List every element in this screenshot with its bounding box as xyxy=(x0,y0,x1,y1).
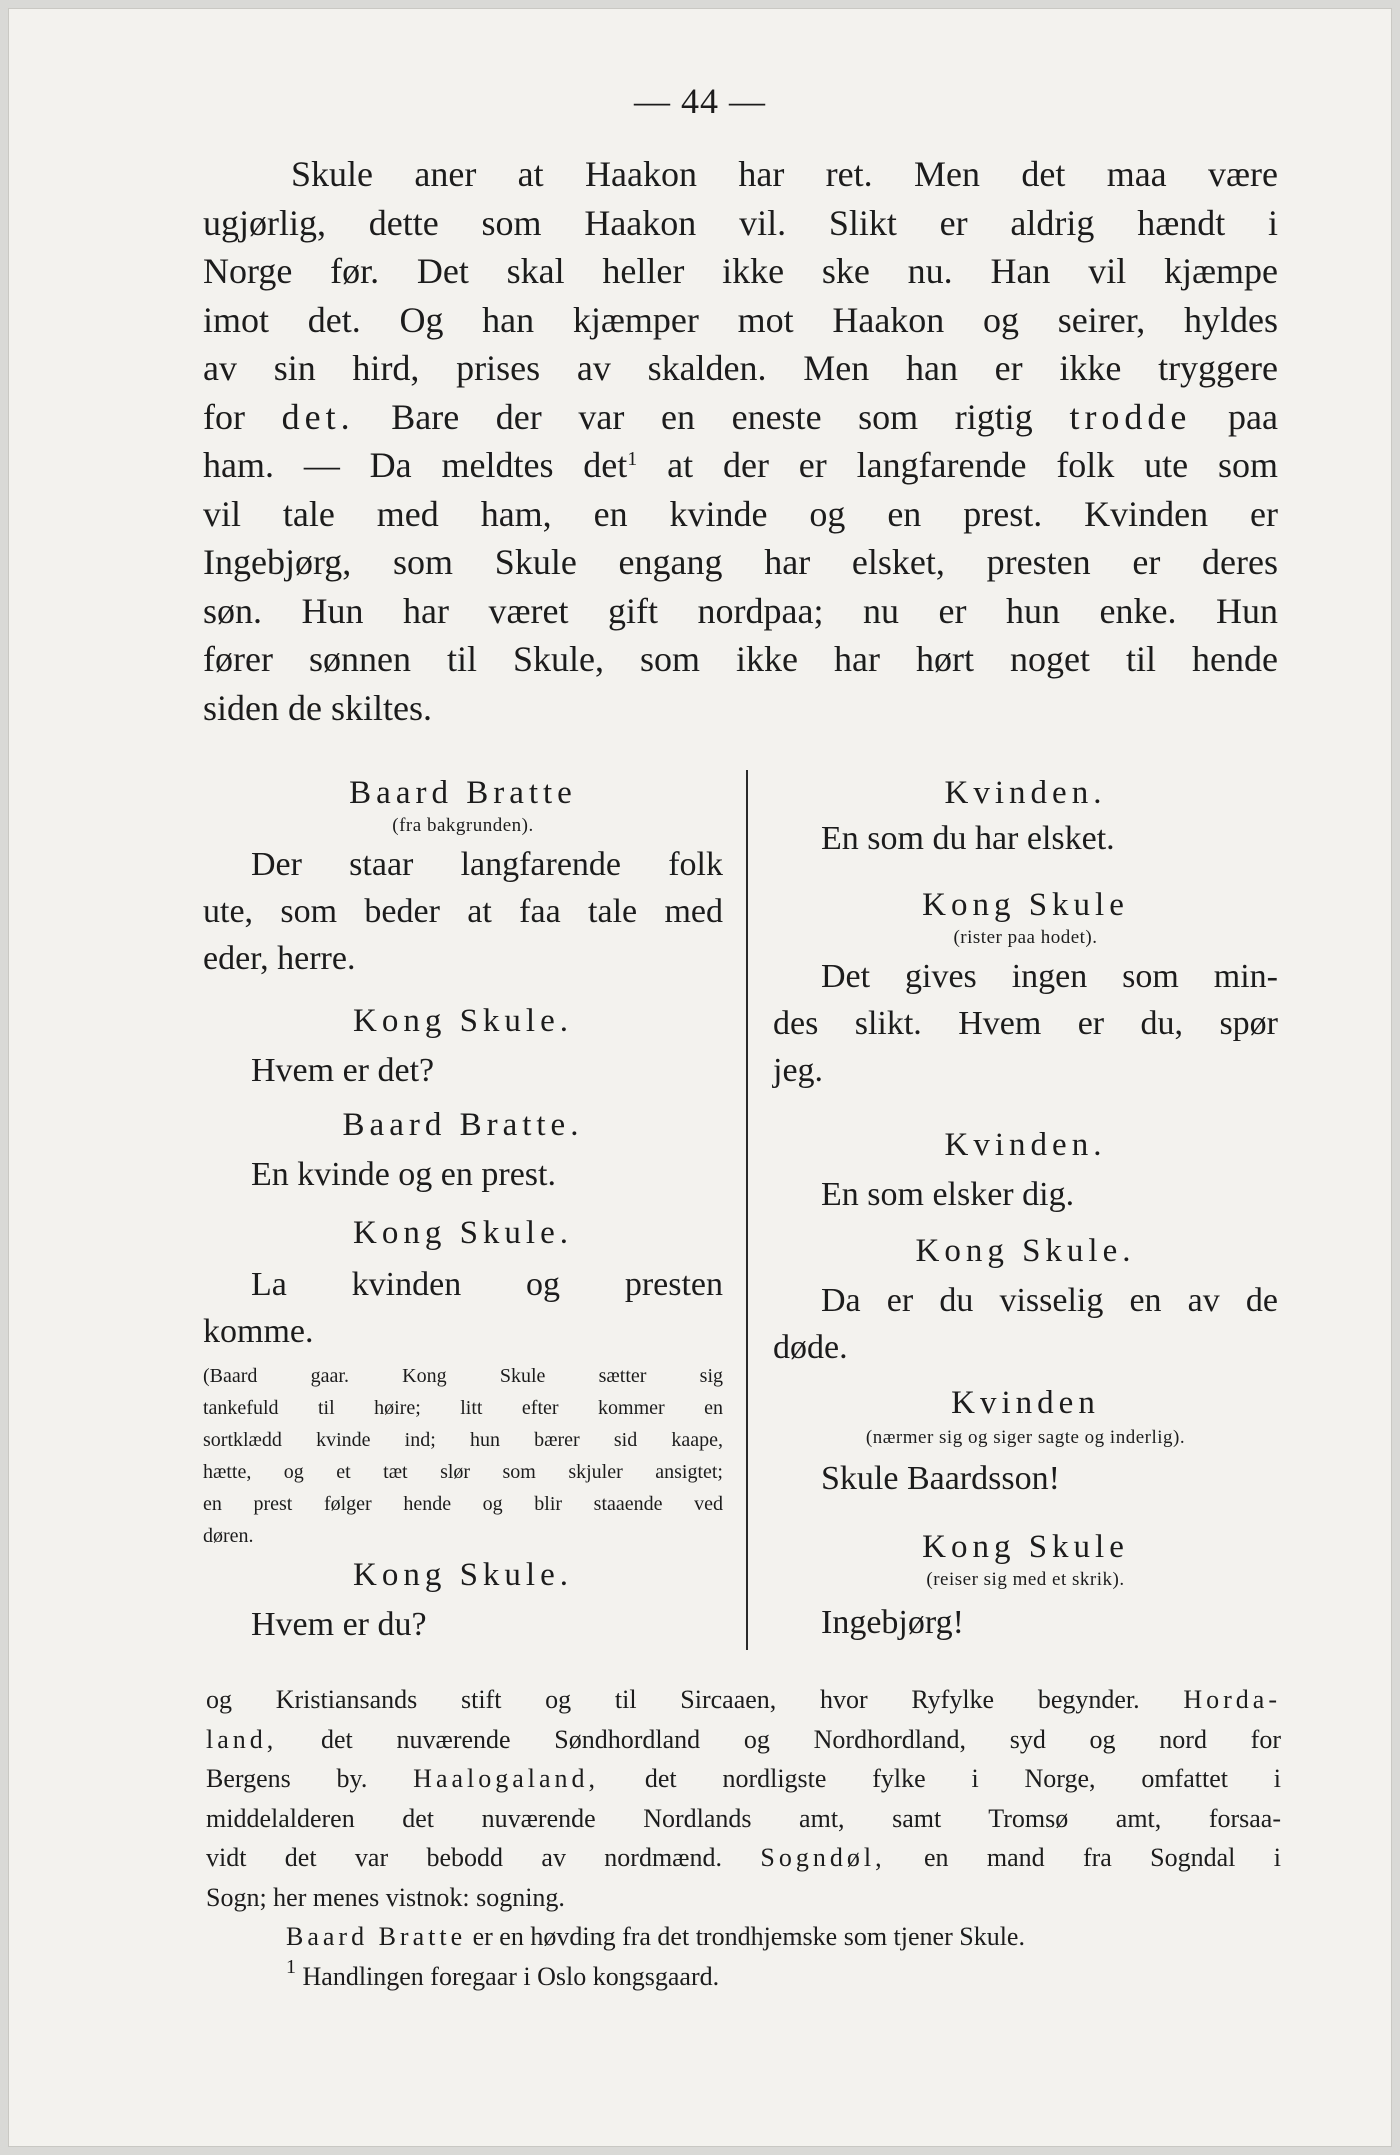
speaker-name: Baard Bratte xyxy=(349,775,577,811)
spaced-word: Horda- xyxy=(1183,1685,1281,1714)
text-line: siden de skiltes. xyxy=(203,687,432,728)
text-line: ugjørlig, dette som Haakon vil. Slikt er aldrig hændt i xyxy=(203,202,1278,243)
stage-line: hætte, og et tæt slør som skjuler ansigtet; xyxy=(203,1461,723,1483)
speaker-name: Kong Skule xyxy=(922,1529,1129,1565)
speech xyxy=(203,1047,723,1094)
speech-line: døde. xyxy=(773,1329,848,1366)
speech xyxy=(203,1261,723,1355)
speech xyxy=(203,841,723,982)
spaced-word: Haalogaland, xyxy=(413,1764,600,1793)
speech-line: Der staar langfarende folk xyxy=(251,846,723,883)
text-line: av sin hird, prises av skalden. Men han er ikke tryggere xyxy=(203,348,1278,388)
speech-line: des slikt. Hvem er du, spør xyxy=(773,1005,1278,1042)
stage-line: en prest følger hende og blir staaende ved xyxy=(203,1493,723,1515)
book-page xyxy=(8,8,1392,2147)
spaced-word: trodde xyxy=(1069,396,1192,437)
footnotes xyxy=(206,1680,1281,1996)
speech-line: En som du har elsket. xyxy=(821,820,1115,857)
stage-line: sortklædd kvinde ind; hun bærer sid kaape, xyxy=(203,1429,723,1451)
text-line: Ingebjørg, som Skule engang har elsket, presten er deres xyxy=(203,542,1278,582)
speech-line: ute, som beder at faa tale med xyxy=(203,893,723,930)
speaker-name: Kvinden xyxy=(951,1385,1100,1421)
text-fragment: Bare der var en eneste som rigtig xyxy=(354,396,1070,437)
stage-line: døren. xyxy=(203,1525,254,1547)
text-line: imot det. Og han kjæmper mot Haakon og seirer, hyldes xyxy=(203,299,1278,340)
speech-line: komme. xyxy=(203,1313,314,1350)
text-line xyxy=(203,441,1278,490)
note-line: middelalderen det nuværende Nordlands amt, samt Tromsø amt, forsaa- xyxy=(206,1803,1281,1833)
speech-line: Hvem er du? xyxy=(251,1606,427,1643)
text-fragment: det nuværende Søndhordland og Nordhordland, syd og nord for xyxy=(277,1724,1281,1754)
speech-line: jeg. xyxy=(773,1052,824,1089)
text-fragment: er en høvding fra det trondhjemske som tjener Skule. xyxy=(466,1922,1025,1951)
speech-line: Det gives ingen som min- xyxy=(821,958,1278,995)
speech xyxy=(773,1599,1278,1646)
stage-line: tankefuld til høire; litt efter kommer en xyxy=(203,1397,723,1419)
footnote-marker: 1 xyxy=(286,1955,296,1978)
speech xyxy=(773,815,1278,862)
note-line xyxy=(206,1957,1281,1997)
stage-direction: (reiser sig med et skrik). xyxy=(926,1569,1125,1590)
footnote-marker: 1 xyxy=(627,448,638,470)
speaker-name: Kong Skule. xyxy=(915,1233,1136,1269)
speech-line: La kvinden og presten xyxy=(251,1266,723,1303)
text-line: søn. Hun har været gift nordpaa; nu er hun enke. Hun xyxy=(203,590,1278,631)
spaced-word: det. xyxy=(281,396,355,437)
text-fragment: det nordligste fylke i Norge, omfattet i xyxy=(599,1764,1281,1793)
text-line: vil tale med ham, en kvinde og en prest. Kvinden er xyxy=(203,493,1278,534)
speaker-name: Kong Skule. xyxy=(353,1557,573,1593)
speaker-name: Kong Skule. xyxy=(353,1215,573,1251)
speaker-name: Kvinden. xyxy=(944,775,1107,811)
text-fragment: at der er langfarende folk ute som xyxy=(637,445,1278,485)
note-line xyxy=(206,1838,1281,1878)
stage-direction: (fra bakgrunden). xyxy=(392,815,534,836)
column-divider xyxy=(746,770,748,1650)
text-line: Norge før. Det skal heller ikke ske nu. Han vil kjæmpe xyxy=(203,251,1278,291)
stage-direction-block xyxy=(203,1360,723,1552)
stage-direction: (rister paa hodet). xyxy=(953,927,1098,948)
text-fragment: Handlingen foregaar i Oslo kongsgaard. xyxy=(296,1961,720,1991)
note-line xyxy=(206,1720,1281,1760)
speaker-name: Kong Skule xyxy=(922,887,1129,923)
speech xyxy=(203,1601,723,1648)
text-fragment: og Kristiansands stift og til Sircaaen, hvor Ryfylke begynder. xyxy=(206,1685,1184,1714)
speech-line: En som elsker dig. xyxy=(821,1176,1075,1213)
speech-line: Da er du visselig en av de xyxy=(821,1282,1278,1319)
note-line xyxy=(206,1759,1281,1799)
spaced-word: Baard Bratte xyxy=(286,1922,467,1951)
speech-line: eder, herre. xyxy=(203,940,356,977)
intro-paragraph xyxy=(203,150,1278,732)
speech xyxy=(773,1171,1278,1218)
speech-line: Ingebjørg! xyxy=(821,1604,964,1641)
stage-direction: (nærmer sig og siger sagte og inderlig). xyxy=(865,1427,1186,1448)
text-fragment: for xyxy=(203,396,282,437)
speaker-name: Kong Skule. xyxy=(353,1003,573,1039)
text-line xyxy=(203,393,1278,442)
speech xyxy=(773,1455,1278,1502)
text-line: fører sønnen til Skule, som ikke har hørt noget til hende xyxy=(203,639,1278,679)
spaced-word: Sogndøl, xyxy=(760,1843,886,1872)
note-line xyxy=(206,1680,1281,1720)
text-fragment: en mand fra Sogndal i xyxy=(885,1843,1281,1872)
speech-line: Skule Baardsson! xyxy=(821,1460,1060,1497)
speech xyxy=(203,1151,723,1198)
stage-line: (Baard gaar. Kong Skule sætter sig xyxy=(203,1365,723,1387)
speech xyxy=(773,1277,1278,1371)
text-fragment: ham. — Da meldtes det xyxy=(203,445,628,485)
page-number: — 44 — xyxy=(634,81,766,121)
spaced-word: land, xyxy=(206,1724,278,1754)
text-fragment: Bergens by. xyxy=(206,1764,414,1793)
speech-line: Hvem er det? xyxy=(251,1052,435,1089)
speech xyxy=(773,953,1278,1094)
text-fragment: paa xyxy=(1191,396,1278,437)
note-line: Sogn; her menes vistnok: sogning. xyxy=(206,1882,565,1912)
speech-line: En kvinde og en prest. xyxy=(251,1156,556,1193)
text-line: Skule aner at Haakon har ret. Men det maa være xyxy=(291,154,1278,194)
speaker-name: Baard Bratte. xyxy=(342,1107,584,1143)
speaker-name: Kvinden. xyxy=(944,1127,1107,1163)
text-fragment: vidt det var bebodd av nordmænd. xyxy=(206,1843,761,1872)
note-line xyxy=(206,1917,1281,1957)
